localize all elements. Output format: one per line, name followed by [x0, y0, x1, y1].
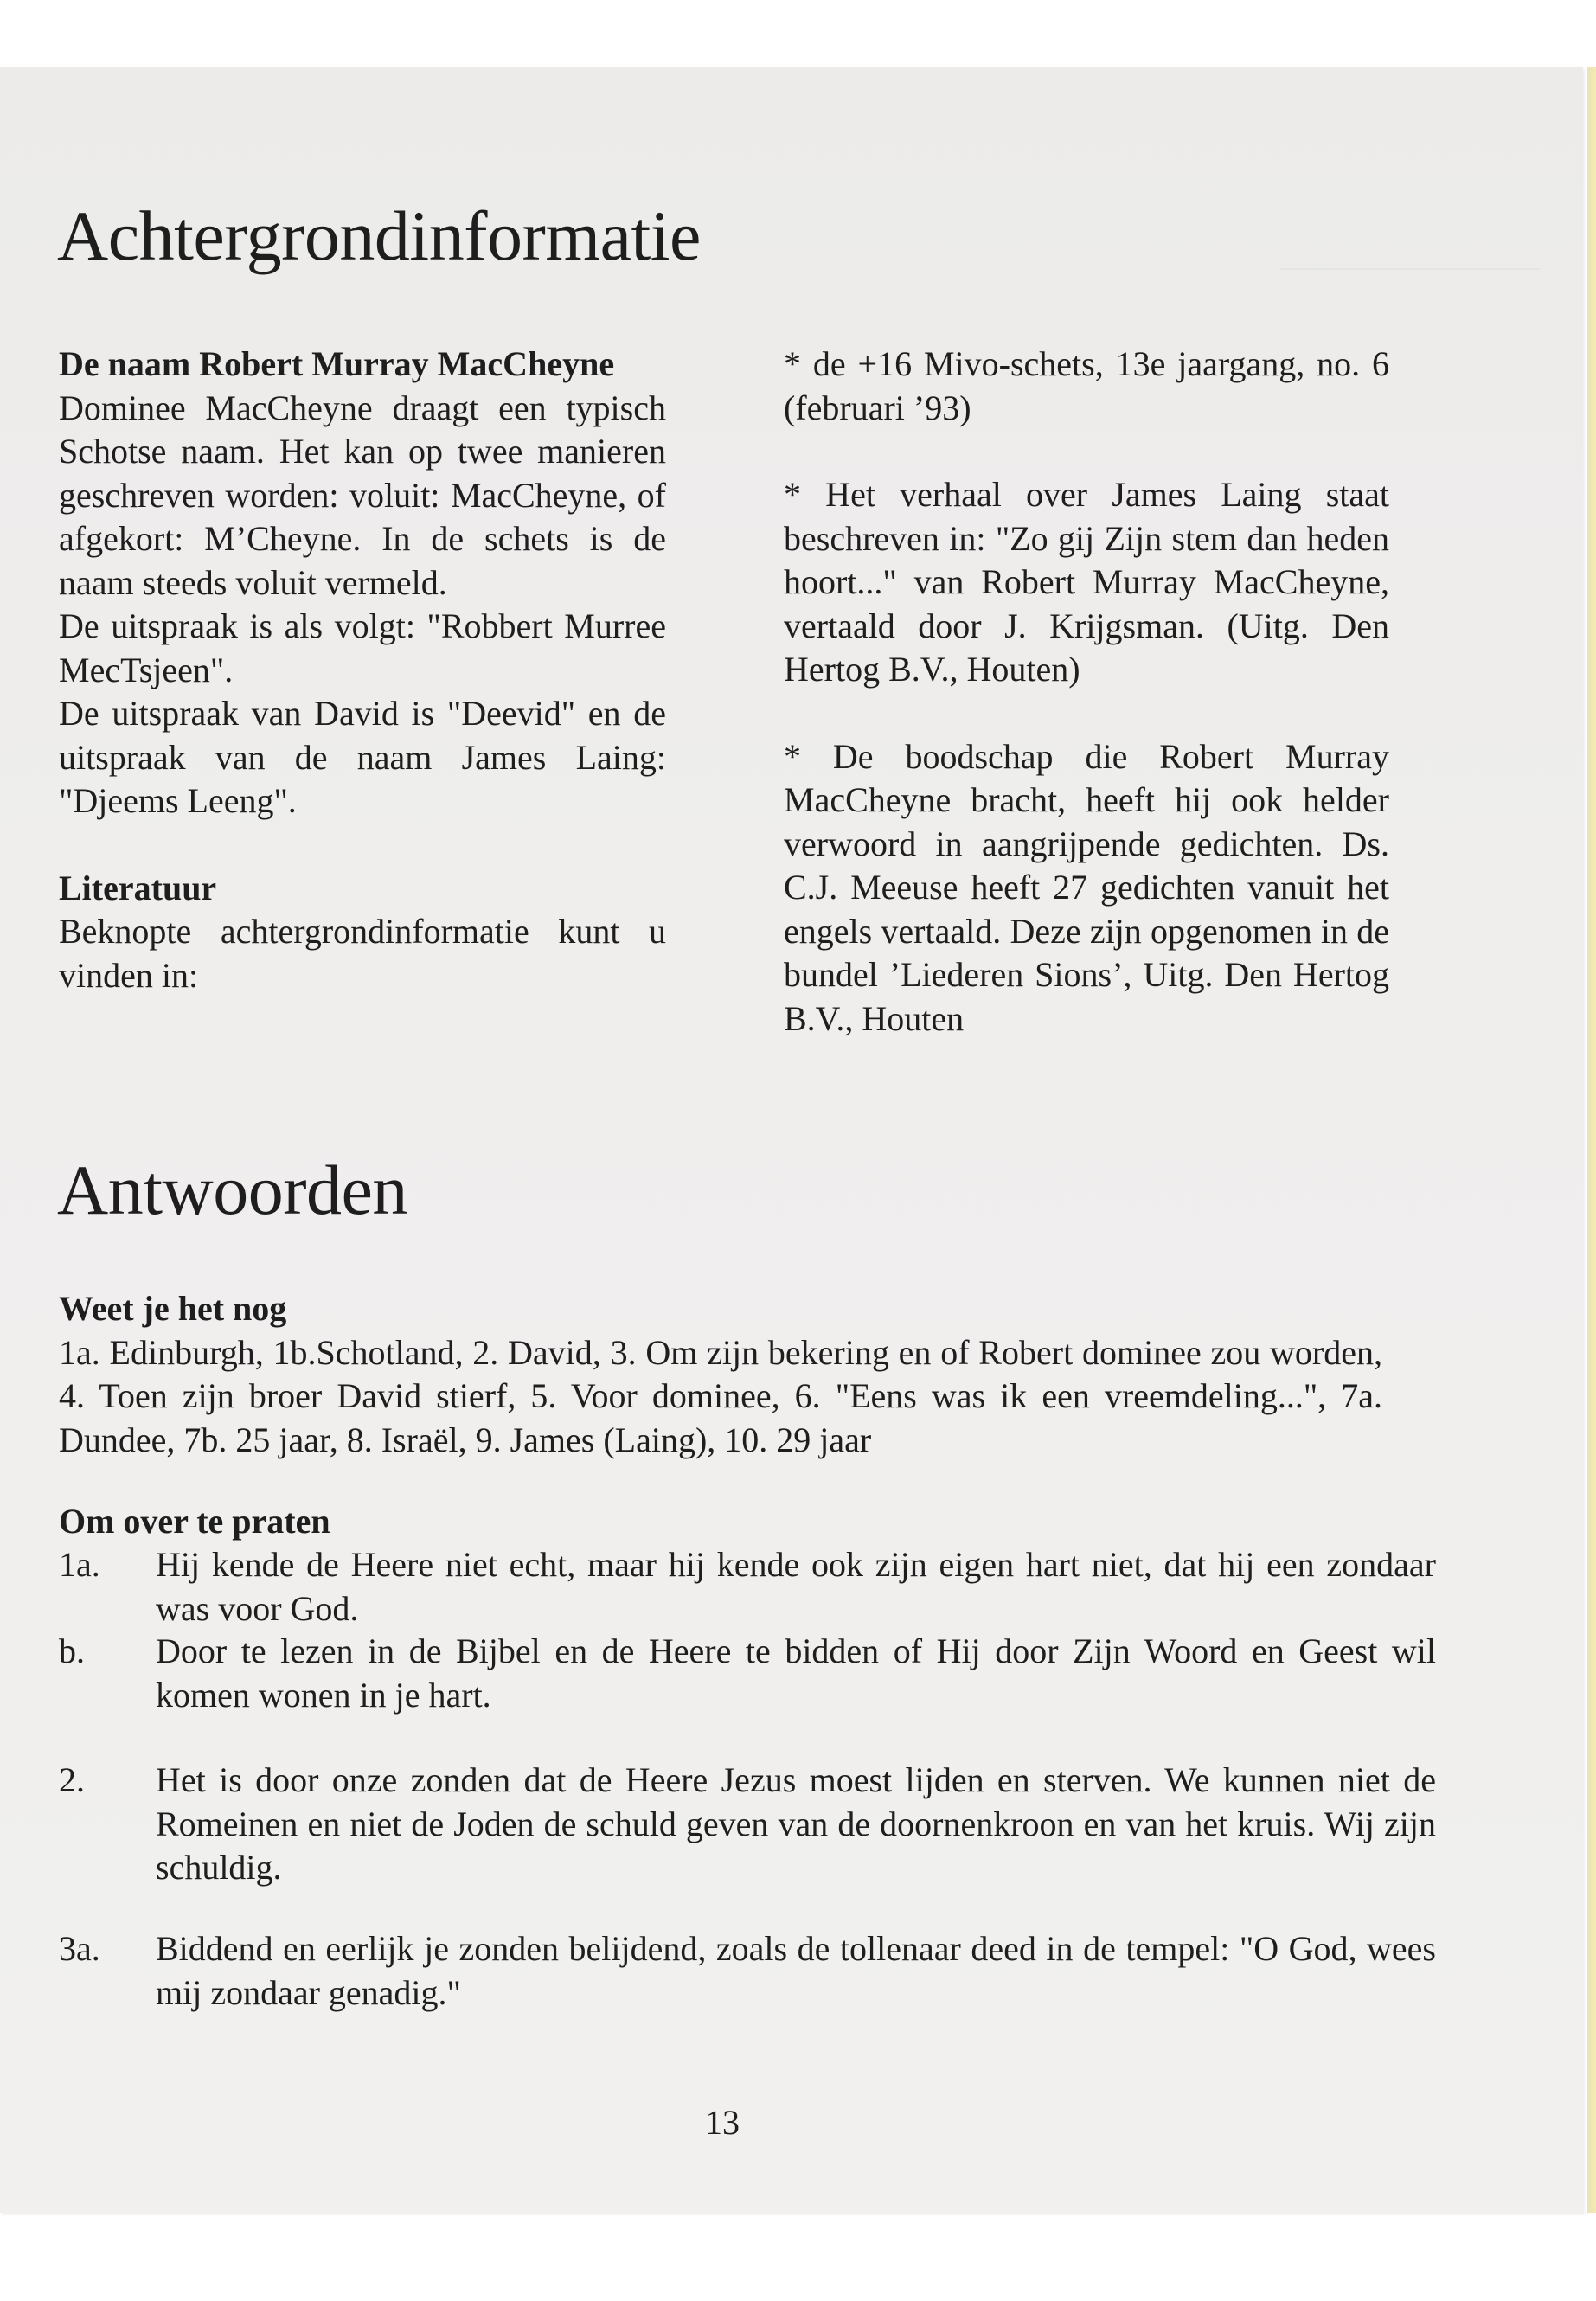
item-text: Het is door onze zonden dat de Heere Jezus moest lijden en sterven. We kunnen niet de Romeinen en niet de Joden de schuld geven van de doornenkroon en van het kruis. Wij zijn schuldig.	[156, 1760, 1436, 1887]
weet-je-answers: 1a. Edinburgh, 1b.Schotland, 2. David, 3. Om zijn bekering en of Robert dominee zou worden, 4. Toen zijn broer David stierf, 5. Voor dominee, 6. "Eens was ik een vreemdeling...", 7a. Dundee, 7b. 25 jaar, 8. Israël, 9. James (Laing), 10. 29 jaar	[59, 1332, 1382, 1459]
heading-answers: Antwoorden	[57, 1150, 407, 1229]
pronunciation-david: De uitspraak van David is "Deevid" en de uitspraak van de naam James Laing: "Djeems Leeng".	[59, 694, 666, 820]
heading-background: Achtergrondinformatie	[57, 196, 701, 275]
item-text: Hij kende de Heere niet echt, maar hij kende ook zijn eigen hart niet, dat hij een zondaar was voor God.	[156, 1545, 1436, 1628]
weet-je-title: Weet je het nog	[59, 1289, 287, 1328]
item-number: 2.	[59, 1760, 85, 1799]
item-number: 1a.	[59, 1545, 100, 1584]
reference-laing: * Het verhaal over James Laing staat beschreven in: "Zo gij Zijn stem dan heden hoort..." van Robert Murray MacCheyne, vertaald door J. Krijgsman. (Uitg. Den Hertog B.V., Houten)	[784, 475, 1389, 689]
item-text: Biddend en eerlijk je zonden belijdend, zoals de tollenaar deed in de tempel: "O God, wees mij zondaar genadig."	[156, 1929, 1436, 2012]
page-edge	[1587, 67, 1596, 2213]
section-title-literature: Literatuur	[59, 868, 217, 907]
om-over-title: Om over te praten	[59, 1502, 330, 1541]
reference-poems: * De boodschap die Robert Murray MacCheyne bracht, heeft hij ook helder verwoord in aangrijpende gedichten. Ds. C.J. Meeuse heeft 27 gedichten vanuit het engels vertaald. Deze zijn opgenomen in de bundel ’Liederen Sions’, Uitg. Den Hertog B.V., Houten	[784, 736, 1389, 1038]
name-paragraph: Dominee MacCheyne draagt een typisch Schotse naam. Het kan op twee manieren geschreven worden: voluit: MacCheyne, of afgekort: M’Cheyne. In de schets is de naam steeds voluit vermeld.	[59, 388, 666, 602]
om-over-title-block	[59, 1500, 1382, 1544]
item-text: Door te lezen in de Bijbel en de Heere te bidden of Hij door Zijn Woord en Geest wil komen wonen in je hart.	[156, 1631, 1436, 1715]
pronunciation-robert: De uitspraak is als volgt: "Robbert Murree MecTsjeen".	[59, 606, 666, 689]
item-number: 3a.	[59, 1929, 100, 1968]
right-column	[784, 343, 1389, 1041]
page-number: 13	[705, 2103, 740, 2142]
weet-je-section	[59, 1287, 1382, 1462]
item-number: b.	[59, 1631, 85, 1670]
reference-mivo: * de +16 Mivo-schets, 13e jaargang, no. 6 (februari ’93)	[784, 344, 1389, 427]
left-column	[59, 343, 666, 997]
literature-paragraph: Beknopte achtergrondinformatie kunt u vinden in:	[59, 912, 666, 995]
section-title-name: De naam Robert Murray MacCheyne	[59, 344, 615, 383]
